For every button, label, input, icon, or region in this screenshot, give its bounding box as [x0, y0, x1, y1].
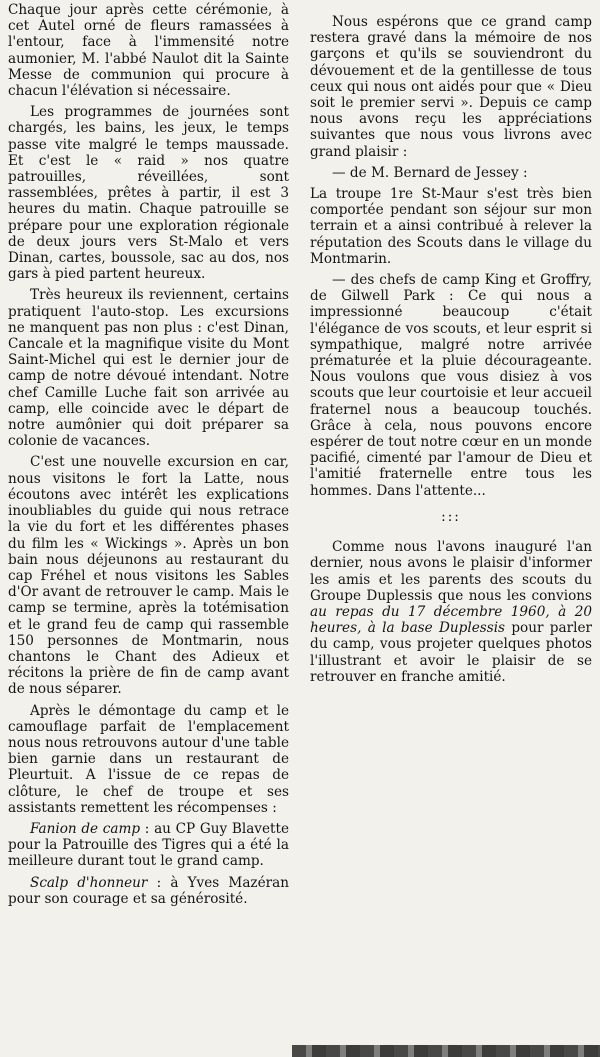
scan-artifact: [292, 1045, 600, 1057]
paragraph: La troupe 1re St-Maur s'est très bien comportée pendant son séjour sur mon terrain et a ainsi contribué à relever la réputation des Scouts dans le village du Montmarin.: [310, 186, 592, 267]
right-column: [310, 14, 592, 690]
paragraph: Après le démontage du camp et le camouflage parfait de l'emplacement nous nous retrouvons autour d'une table bien garnie dans un restaurant de Pleurtuit. A l'issue de ce repas de clôture, le chef de troupe et ses assistants remettent les récompenses :: [8, 702, 289, 816]
invitation-paragraph: [310, 539, 592, 685]
invitation-text: Comme nous l'avons inauguré l'an dernier, nous avons le plaisir d'informer les amis et les parents des scouts du Groupe Duplessis que nous les convions: [310, 539, 592, 604]
paragraph: Les programmes de journées sont chargés, les bains, les jeux, le temps passe vite malgré le temps maussade. Et c'est le « raid » nos quatre patrouilles, réveillées, sont rassemblées, prêtes à partir, il est 3 heures du matin. Chaque patrouille se prépare pour une exploration régionale de deux jours vers St-Malo et vers Dinan, cartes, boussole, sac au dos, nos gars à pied partent heureux.: [8, 104, 289, 283]
left-column: [8, 2, 289, 912]
paragraph: Très heureux ils reviennent, certains pratiquent l'auto-stop. Les excursions ne manquent pas non plus : c'est Dinan, Cancale et la magnifique visite du Mont Saint-Michel qui est le dernier jour de camp de notre dévoué intendant. Notre chef Camille Luche fait son arrivée au camp, elle coincide avec le départ de notre aumônier qui doit préparer sa colonie de vacances.: [8, 287, 289, 450]
invitation-date: au repas du 17 décembre 1960, à 20 heures, à la base Duplessis: [310, 603, 592, 637]
award-title: Scalp d'honneur: [30, 874, 148, 891]
paragraph: Chaque jour après cette cérémonie, à cet Autel orné de fleurs ramassées à l'entour, face à l'immensité notre aumonier, M. l'abbé Naulot dit la Sainte Messe de communion qui procure à chacun l'élévation si nécessaire.: [8, 2, 289, 100]
award-title: Fanion de camp: [30, 820, 141, 837]
section-separator: :::: [441, 508, 461, 525]
paragraph: — de M. Bernard de Jessey :: [332, 164, 528, 181]
paragraph: C'est une nouvelle excursion en car, nous visitons le fort la Latte, nous écoutons avec intérêt les explications inoubliables du guide qui nous retrace la vie du fort et les différentes phases du film les « Wickings ». Après un bon bain nous déjeunons au restaurant du cap Fréhel et nous visitons les Sables d'Or avant de retrouver le camp. Mais le camp se termine, après la totémisation et le grand feu de camp qui rassemble 150 personnes de Montmarin, nous chantons le Chant des Adieux et récitons la prière de fin de camp avant de nous séparer.: [8, 454, 289, 698]
award-paragraph: [8, 821, 289, 870]
paragraph: — des chefs de camp King et Groffry, de Gilwell Park : Ce qui nous a impressionné beaucoup c'était l'élégance de vos scouts, et leur esprit si sympathique, malgré notre arrivée prématurée et la pluie décourageante. Nous voulons que vous disiez à vos scouts que leur courtoisie et leur accueil fraternel nous a beaucoup touchés. Grâce à cela, nous pouvons encore espérer de tout notre cœur en un monde pacifié, cimenté par l'amour de Dieu et l'amitié fraternelle entre tous les hommes. Dans l'attente...: [310, 272, 592, 499]
paragraph: Nous espérons que ce grand camp restera gravé dans la mémoire de nos garçons et qu'ils se souviendront du dévouement et de la gentillesse de tous ceux qui nous ont aidés pour que « Dieu soit le premier servi ». Depuis ce camp nous avons reçu les appréciations suivantes que nous vous livrons avec grand plaisir :: [310, 14, 592, 160]
invitation-text-end: pour parler du camp, vous projeter quelques photos l'illustrant et avoir le plaisir de se retrouver en franche amitié.: [310, 620, 592, 685]
award-text: : au CP Guy Blavette pour la Patrouille des Tigres qui a été la meilleure durant tout le grand camp.: [8, 820, 289, 870]
award-paragraph: [8, 875, 289, 907]
award-text: : à Yves Mazéran pour son courage et sa générosité.: [8, 874, 289, 907]
